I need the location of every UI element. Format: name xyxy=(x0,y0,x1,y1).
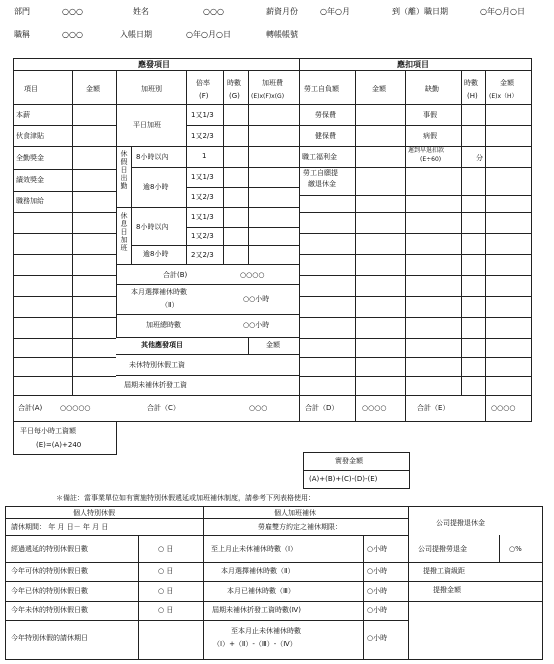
subtotal-b-label: 合計(B) xyxy=(163,271,188,279)
rate: 1又2/3 xyxy=(191,193,214,201)
note-text: ＊備註：當事業單位如有實施特別休假遞延或加班補休制度，請參考下列表格使用： xyxy=(56,494,315,502)
pension-row: 提撥工資級距 xyxy=(423,567,465,575)
comp-row: 屆期未補休折發工資時數(Ⅳ) xyxy=(212,606,301,614)
comp-value: ○小時 xyxy=(367,567,388,575)
deduct-col-item: 勞工自負額 xyxy=(304,85,339,93)
hourly-wage-formula: (E)=(A)+240 xyxy=(36,441,82,449)
total-d-value: ○○○○ xyxy=(362,404,387,412)
pay-item: 績效獎金 xyxy=(16,176,44,184)
total-c-value: ○○○ xyxy=(249,404,268,412)
net-pay-label: 實發金額 xyxy=(335,457,363,465)
col-ot-type: 加班別 xyxy=(141,85,162,93)
leave-period: 請休期間： 年 月 日－ 年 月 日 xyxy=(11,523,109,531)
rate: 1又2/3 xyxy=(191,132,214,140)
pension-title: 公司提撥退休金 xyxy=(436,519,485,527)
comp-value: ○小時 xyxy=(367,606,388,614)
account-date-label: 入帳日期 xyxy=(120,30,152,39)
late-deduction-label: 遲到早退扣款 xyxy=(408,147,445,154)
comp-title: 個人加班補休 xyxy=(274,509,316,517)
rate: 2又2/3 xyxy=(191,251,214,259)
comp-row: 本月已補休時數（Ⅲ） xyxy=(227,587,295,595)
dept-label: 部門 xyxy=(14,7,30,16)
other-pay-title: 其他應發項目 xyxy=(141,341,183,349)
pay-item: 伙食津貼 xyxy=(16,132,44,140)
col-multiplier-sub: (F) xyxy=(199,92,209,100)
rest-over-8: 逾8小時 xyxy=(143,250,169,258)
rest-within-8: 8小時以內 xyxy=(136,223,169,231)
rate: 1又1/3 xyxy=(191,173,214,181)
deduct-col-hours-sub: (H) xyxy=(467,92,478,100)
pay-month-label: 薪資月份 xyxy=(266,7,298,16)
comp-hours-value: ○○小時 xyxy=(243,295,270,303)
pay-item: 全勤獎金 xyxy=(16,154,44,162)
leave-row: 經過遞延的特別休假日數 xyxy=(11,545,88,553)
deduct-col-hours: 時數 xyxy=(464,79,478,87)
ot-total-label: 加班總時數 xyxy=(146,321,181,329)
holiday-within-8: 8小時以內 xyxy=(136,153,169,161)
self-pension-line1: 勞工自願提 xyxy=(303,169,338,177)
deduct-col-absence: 缺勤 xyxy=(425,85,439,93)
pay-section-title: 應發項目 xyxy=(138,60,170,69)
col-multiplier: 倍率 xyxy=(196,79,210,87)
pay-item: 職務加給 xyxy=(16,197,44,205)
deduct-item: 職工福利金 xyxy=(302,153,337,161)
title-label: 職稱 xyxy=(14,30,30,39)
comp-value: ○小時 xyxy=(367,545,388,553)
leave-row: 今年特別休假的請休期日 xyxy=(11,634,88,642)
absence-type: 事假 xyxy=(423,111,437,119)
comp-final-label: 至本月止未休補休時數 xyxy=(231,627,301,635)
account-date-value: ○年○月○日 xyxy=(186,30,231,39)
rate: 1又2/3 xyxy=(191,232,214,240)
col-hours: 時數 xyxy=(227,79,241,87)
leave-row: 今年未休的特別休假日數 xyxy=(11,606,88,614)
ot-total-value: ○○小時 xyxy=(243,321,270,329)
pay-item: 本薪 xyxy=(16,111,30,119)
leave-row: 今年可休的特別休假日數 xyxy=(11,567,88,575)
deduct-col-amount2-sub: (E)x（H） xyxy=(489,93,518,100)
deduct-item: 健保費 xyxy=(315,132,336,140)
total-a-label: 合計(A) xyxy=(18,404,43,412)
pension-row: 公司提撥勞退金 xyxy=(418,545,467,553)
col-ot-fee-sub: (E)x(F)x(G) xyxy=(251,93,285,100)
leave-value: ○ 日 xyxy=(158,587,174,595)
deduct-item: 勞保費 xyxy=(315,111,336,119)
name-value: ○○○ xyxy=(203,7,224,16)
minute-unit: 分 xyxy=(476,154,483,162)
other-pay-amount-header: 金額 xyxy=(266,341,280,349)
dept-value: ○○○ xyxy=(62,7,83,16)
leave-title: 個人特別休假 xyxy=(73,509,115,517)
leave-date-value: ○年○月○日 xyxy=(480,7,525,16)
col-amount: 金額 xyxy=(86,85,100,93)
comp-hours-label: 本月選擇補休時數 xyxy=(131,288,187,296)
comp-period: 勞雇雙方約定之補休期限： xyxy=(258,523,342,531)
deduct-section-title: 應扣項目 xyxy=(397,60,429,69)
comp-row: 至上月止未休補休時數（Ⅰ） xyxy=(211,545,298,553)
comp-hours-sub: （Ⅱ） xyxy=(161,301,179,309)
leave-value: ○ 日 xyxy=(158,606,174,614)
subtotal-b-value: ○○○○ xyxy=(240,271,265,279)
total-a-value: ○○○○○ xyxy=(60,404,91,412)
hourly-wage-label: 平日每小時工資額 xyxy=(20,427,76,435)
total-e-label: 合計（E） xyxy=(417,404,450,412)
self-pension-line2: 繳退休金 xyxy=(308,180,336,188)
pension-row: 提撥金額 xyxy=(433,586,461,594)
comp-value: ○小時 xyxy=(367,634,388,642)
other-pay-item: 未休特別休假工資 xyxy=(129,361,185,369)
late-deduction-formula: (E÷60) xyxy=(420,156,442,163)
net-pay-formula: (A)+(B)+(C)-(D)-(E) xyxy=(309,475,378,483)
total-c-label: 合計（C） xyxy=(147,404,180,412)
holiday-work-label: 休假日出勤 xyxy=(120,150,128,191)
total-d-label: 合計（D） xyxy=(305,404,339,412)
leave-date-label: 到（離）職日期 xyxy=(392,7,448,16)
deduct-col-amount: 金額 xyxy=(372,85,386,93)
leave-value: ○ 日 xyxy=(158,545,174,553)
total-e-value: ○○○○ xyxy=(491,404,516,412)
comp-value: ○小時 xyxy=(367,587,388,595)
transfer-label: 轉帳帳號 xyxy=(266,30,298,39)
comp-final-formula: （Ⅰ）+（Ⅱ）-（Ⅲ）-（Ⅳ） xyxy=(213,640,297,648)
comp-row: 本月選擇補休時數（Ⅱ） xyxy=(221,567,295,575)
leave-row: 今年已休的特別休假日數 xyxy=(11,587,88,595)
holiday-over-8: 逾8小時 xyxy=(143,183,169,191)
absence-type: 病假 xyxy=(423,132,437,140)
pay-month-value: ○年○月 xyxy=(320,7,350,16)
col-item: 項目 xyxy=(24,85,38,93)
name-label: 姓名 xyxy=(133,7,149,16)
rate: 1又1/3 xyxy=(191,213,214,221)
other-pay-item: 屆期未補休折發工資 xyxy=(124,381,187,389)
pension-rate-value: ○% xyxy=(509,545,522,553)
rest-day-ot-label: 休息日加班 xyxy=(120,212,128,253)
deduct-col-amount2: 金額 xyxy=(500,79,514,87)
rate: 1 xyxy=(202,152,207,160)
leave-value: ○ 日 xyxy=(158,567,174,575)
col-ot-fee: 加班費 xyxy=(262,79,283,87)
title-value: ○○○ xyxy=(62,30,83,39)
weekday-ot-label: 平日加班 xyxy=(133,121,161,129)
rate: 1又1/3 xyxy=(191,111,214,119)
col-hours-sub: (G) xyxy=(229,92,240,100)
